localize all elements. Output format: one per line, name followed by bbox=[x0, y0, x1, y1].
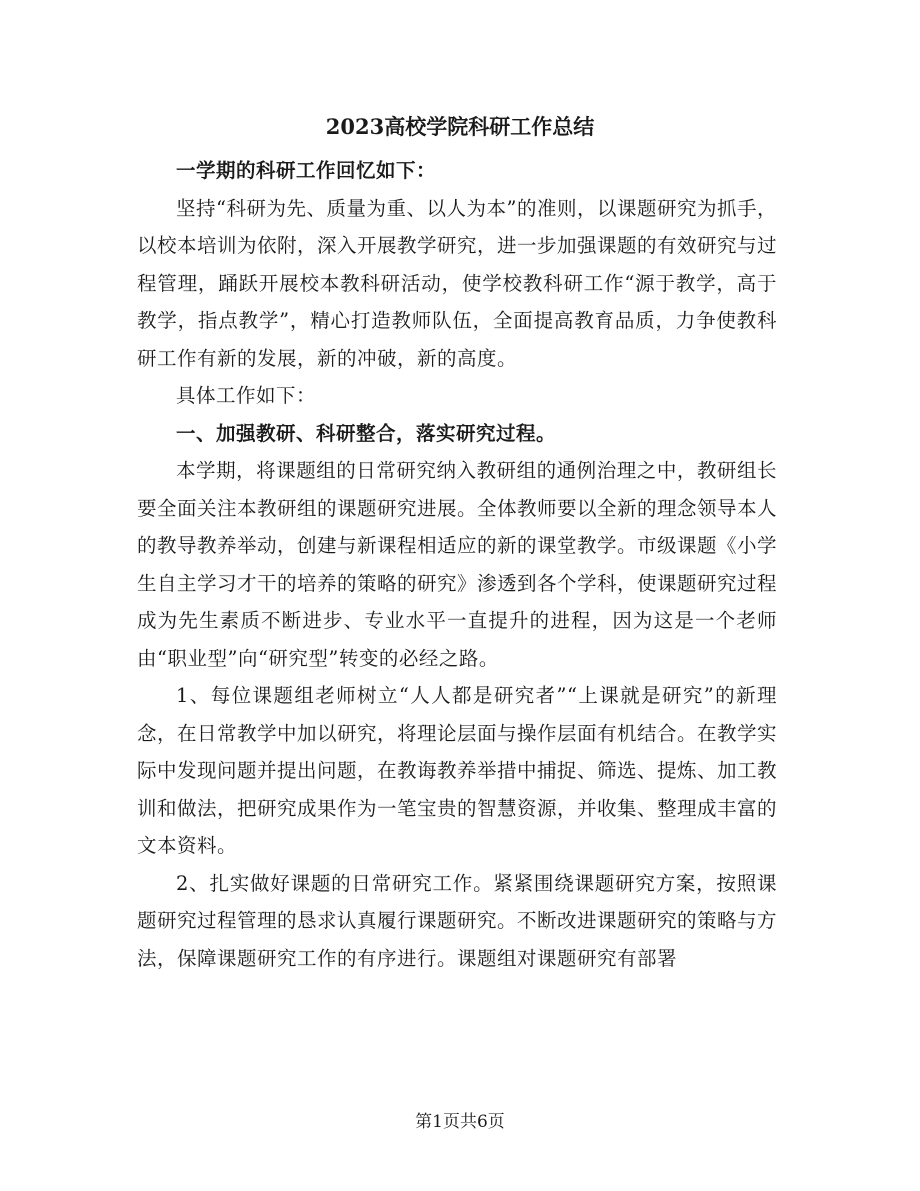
paragraph: 坚持“科研为先、质量为重、以人为本”的准则，以课题研究为抓手，以校本培训为依附，深入开展教学研究，进一步加强课题的有效研究与过程管理，踊跃开展校本教科研活动，使学校教科研工作“源于教学，高于教学，指点教学”，精心打造教师队伍，全面提高教育品质，力争使教科研工作有新的发展，新的冲破，新的高度。 bbox=[137, 196, 778, 370]
paragraph: 一学期的科研工作回忆如下： bbox=[176, 159, 437, 182]
paragraph: 具体工作如下： bbox=[176, 384, 317, 407]
document-title: 2023高校学院科研工作总结 bbox=[325, 114, 595, 139]
paragraph: 1、每位课题组老师树立“人人都是研究者”“上课就是研究”的新理念，在日常教学中加以研究，将理论层面与操作层面有机结合。在教学实际中发现问题并提出问题，在教诲教养举措中捕捉、筛选、提炼、加工教训和做法，把研究成果作为一笔宝贵的智慧资源，并收集、整理成丰富的文本资料。 bbox=[137, 684, 778, 857]
page-number: 第1页共6页 bbox=[415, 1112, 505, 1132]
paragraph: 2、扎实做好课题的日常研究工作。紧紧围绕课题研究方案，按照课题研究过程管理的恳求认真履行课题研究。不断改进课题研究的策略与方法，保障课题研究工作的有序进行。课题组对课题研究有部署 bbox=[137, 871, 778, 970]
section-heading: 一、加强教研、科研整合，落实研究过程。 bbox=[176, 421, 557, 445]
paragraph: 本学期，将课题组的日常研究纳入教研组的通例治理之中，教研组长要全面关注本教研组的课题研究进展。全体教师要以全新的理念领导本人的教导教养举动，创建与新课程相适应的新的课堂教学。市级课题《小学生自主学习才干的培养的策略的研究》渗透到各个学科，使课题研究过程成为先生素质不断进步、专业水平一直提升的进程，因为这是一个老师由“职业型”向“研究型”转变的必经之路。 bbox=[137, 459, 778, 670]
document-body bbox=[137, 152, 777, 977]
